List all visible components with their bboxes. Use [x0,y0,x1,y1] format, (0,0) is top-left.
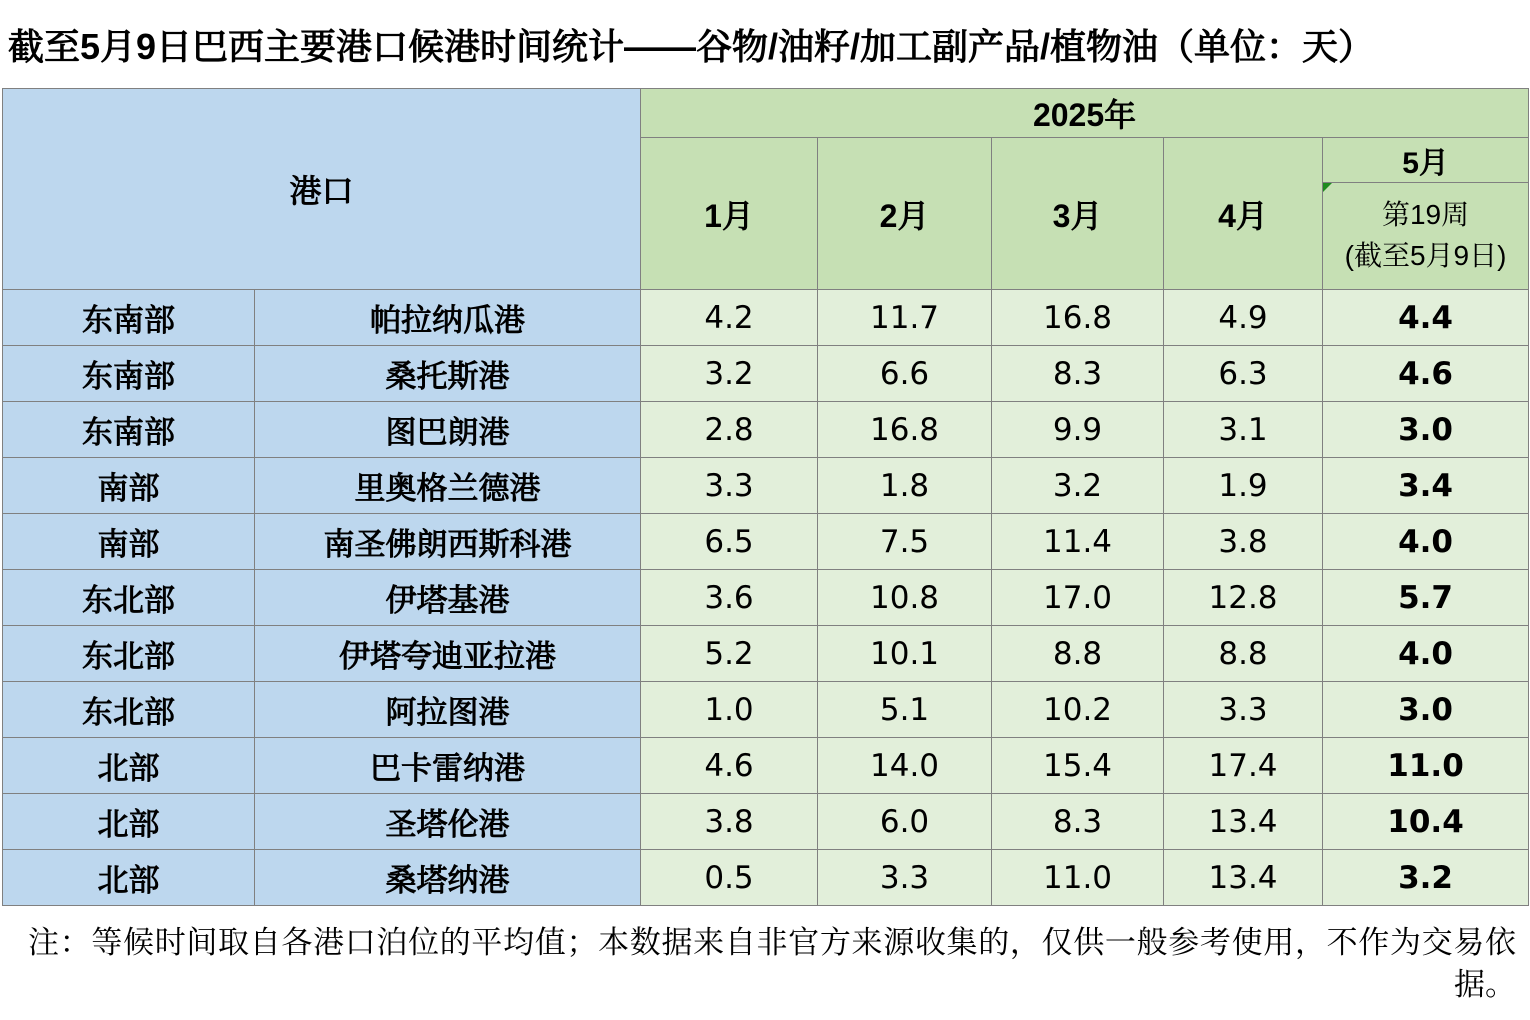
port-cell: 南圣佛朗西斯科港 [255,514,641,570]
port-cell: 里奥格兰德港 [255,458,641,514]
table-row [3,346,1529,402]
value-cell: 7.5 [818,514,992,570]
value-cell: 3.3 [818,850,992,906]
region-cell: 南部 [3,514,255,570]
table-row [3,850,1529,906]
value-cell: 11.7 [818,290,992,346]
port-wait-table [2,88,1529,906]
week-header-line1: 第19周 [1381,199,1470,231]
value-cell: 15.4 [992,738,1164,794]
value-cell: 4.9 [1164,290,1323,346]
table-row [3,738,1529,794]
value-cell: 3.1 [1164,402,1323,458]
value-cell: 10.8 [818,570,992,626]
region-cell: 北部 [3,738,255,794]
value-cell: 3.3 [1164,682,1323,738]
region-cell: 东北部 [3,570,255,626]
region-cell: 北部 [3,794,255,850]
table-row [3,794,1529,850]
month-header-mar: 3月 [992,138,1164,290]
value-cell: 8.8 [1164,626,1323,682]
week-header-line2: (截至5月9日) [1344,240,1507,271]
value-cell-week: 4.0 [1323,626,1529,682]
table-row [3,570,1529,626]
region-cell: 北部 [3,850,255,906]
value-cell: 2.8 [641,402,818,458]
value-cell: 1.8 [818,458,992,514]
value-cell: 1.9 [1164,458,1323,514]
value-cell: 9.9 [992,402,1164,458]
value-cell: 13.4 [1164,794,1323,850]
value-cell: 6.3 [1164,346,1323,402]
value-cell-week: 10.4 [1323,794,1529,850]
port-cell: 桑托斯港 [255,346,641,402]
footnote: 注：等候时间取自各港口泊位的平均值；本数据来自非官方来源收集的，仅供一般参考使用，不作为交易依据。 [28,925,1516,1003]
table-row [3,402,1529,458]
port-header-cell: 港口 [3,89,641,290]
month-header-apr: 4月 [1164,138,1323,290]
value-cell: 17.0 [992,570,1164,626]
value-cell: 8.8 [992,626,1164,682]
port-cell: 圣塔伦港 [255,794,641,850]
value-cell: 11.0 [992,850,1164,906]
cell-corner-marker-icon [1323,183,1332,192]
value-cell: 16.8 [818,402,992,458]
port-cell: 帕拉纳瓜港 [255,290,641,346]
value-cell: 5.1 [818,682,992,738]
table-row [3,290,1529,346]
port-cell: 阿拉图港 [255,682,641,738]
month-header-may: 5月 [1323,138,1529,183]
region-cell: 南部 [3,458,255,514]
value-cell-week: 4.4 [1323,290,1529,346]
value-cell: 6.5 [641,514,818,570]
value-cell: 1.0 [641,682,818,738]
table-row [3,458,1529,514]
value-cell: 6.0 [818,794,992,850]
port-cell: 桑塔纳港 [255,850,641,906]
port-cell: 巴卡雷纳港 [255,738,641,794]
value-cell-week: 3.0 [1323,682,1529,738]
value-cell: 6.6 [818,346,992,402]
value-cell: 10.2 [992,682,1164,738]
value-cell: 12.8 [1164,570,1323,626]
value-cell: 13.4 [1164,850,1323,906]
value-cell: 8.3 [992,346,1164,402]
value-cell-week: 3.2 [1323,850,1529,906]
value-cell: 11.4 [992,514,1164,570]
table-row [3,626,1529,682]
value-cell: 3.8 [641,794,818,850]
region-cell: 东北部 [3,626,255,682]
value-cell: 0.5 [641,850,818,906]
value-cell: 14.0 [818,738,992,794]
value-cell-week: 11.0 [1323,738,1529,794]
region-cell: 东南部 [3,290,255,346]
value-cell: 3.3 [641,458,818,514]
value-cell: 5.2 [641,626,818,682]
month-header-feb: 2月 [818,138,992,290]
table-row [3,514,1529,570]
value-cell-week: 5.7 [1323,570,1529,626]
value-cell: 3.2 [641,346,818,402]
year-header-cell: 2025年 [641,89,1529,138]
value-cell: 3.2 [992,458,1164,514]
value-cell: 4.6 [641,738,818,794]
month-header-jan: 1月 [641,138,818,290]
region-cell: 东南部 [3,346,255,402]
value-cell: 4.2 [641,290,818,346]
value-cell-week: 4.0 [1323,514,1529,570]
week-header-cell [1323,183,1529,290]
value-cell: 3.6 [641,570,818,626]
value-cell: 8.3 [992,794,1164,850]
value-cell-week: 3.4 [1323,458,1529,514]
value-cell-week: 4.6 [1323,346,1529,402]
region-cell: 东南部 [3,402,255,458]
region-cell: 东北部 [3,682,255,738]
value-cell: 10.1 [818,626,992,682]
value-cell: 17.4 [1164,738,1323,794]
port-cell: 图巴朗港 [255,402,641,458]
page-title: 截至5月9日巴西主要港口候港时间统计——谷物/油籽/加工副产品/植物油（单位：天） [8,25,1375,67]
table-row [3,682,1529,738]
port-cell: 伊塔基港 [255,570,641,626]
value-cell: 3.8 [1164,514,1323,570]
port-cell: 伊塔夸迪亚拉港 [255,626,641,682]
value-cell: 16.8 [992,290,1164,346]
value-cell-week: 3.0 [1323,402,1529,458]
